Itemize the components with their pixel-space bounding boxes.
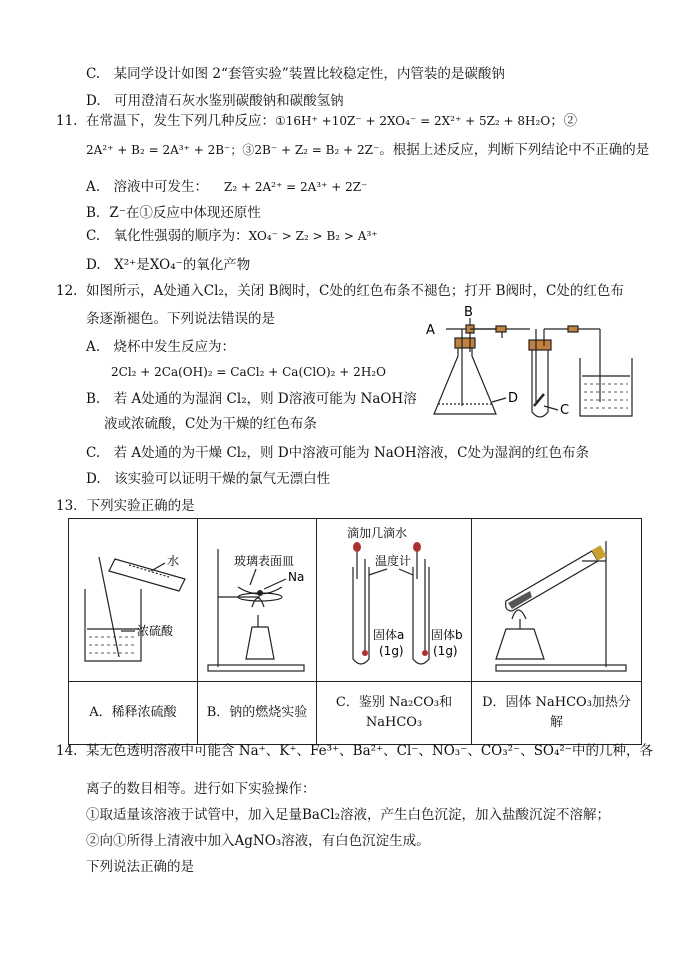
q11-reaction-1: ①16H⁺ +10Z⁻ + 2XO₄⁻ = 2X²⁺ + 5Z₂ + 8H₂O [275, 114, 551, 128]
q12-option-b-line2: 液或浓硫酸，C处为干燥的红色布条 [104, 416, 317, 432]
flask-stopper [455, 338, 475, 348]
q14-step-2: ②向①所得上清液中加入AgNO₃溶液，有白色沉淀生成。 [86, 833, 430, 849]
q12-number: 12. [56, 283, 78, 299]
thermo-bulb-a [362, 650, 368, 656]
label-c-leader [544, 406, 558, 410]
q12-option-d: D. 该实验可以证明干燥的氯气无漂白性 [86, 471, 331, 487]
q13-caption-d-line1: D．固体 NaHCO₃加热分 [482, 695, 631, 710]
q12-option-c: C. 若 A处通的为干燥 Cl₂，则 D中溶液可能为 NaOH溶液，C处为湿润的红色布条 [86, 445, 589, 461]
solid-b-mass: (1g) [433, 644, 458, 658]
alcohol-lamp [496, 629, 544, 659]
q12-apparatus-figure [420, 302, 640, 428]
label-c: C [560, 403, 570, 418]
q11-stem-question: 。根据上述反应，判断下列结论中不正确的是 [379, 142, 650, 158]
q13-figure-cell-c [317, 519, 472, 682]
beaker [580, 358, 632, 416]
thermo-leader-a [369, 569, 387, 575]
q13-caption-a: A．稀释浓硫酸 [69, 682, 198, 745]
cylinder-water [129, 565, 169, 577]
q14-number: 14. [56, 743, 78, 759]
q14-question: 下列说法正确的是 [86, 859, 194, 875]
q12-option-b-line1: B. 若 A处通的为湿润 Cl₂，则 D溶液可能为 NaOH溶 [86, 391, 417, 407]
q11-option-c-equation: XO₄⁻ > Z₂ > B₂ > A³⁺ [248, 229, 378, 243]
q13-caption-c-line2: NaHCO₃ [365, 715, 423, 730]
solid-a-mass: (1g) [379, 644, 404, 658]
dilute-acid-figure [69, 519, 197, 677]
q11-reaction-2: 2A²⁺ + B₂ = 2A³⁺ + 2B⁻ [86, 143, 231, 157]
q12-stem-line2: 条逐渐褪色。下列说法错误的是 [86, 311, 275, 327]
test-tube-stopper [529, 340, 551, 350]
thermo-bulb-b [422, 650, 428, 656]
heat-bicarbonate-figure [472, 519, 641, 677]
q13-caption-d-line2: 解 [549, 715, 563, 730]
q10-option-d: D. 可用澄清石灰水鉴别碳酸钠和碳酸氢钠 [86, 93, 344, 109]
q11-reaction-3: ；③2B⁻ + Z₂ = B₂ + 2Z⁻ [230, 143, 380, 157]
dish-label: 玻璃表面皿 [234, 554, 295, 568]
tube-stopper [592, 545, 607, 560]
na-leader [264, 579, 286, 589]
thermo-leader-b [399, 569, 413, 575]
q14-stem-line2: 离子的数目相等。进行如下实验操作： [86, 781, 316, 797]
na-label: Na [288, 570, 305, 584]
q11-number: 11. [56, 113, 78, 129]
label-d-leader [492, 398, 506, 402]
identify-carbonate-figure [317, 519, 471, 677]
q11-option-b: B．Z⁻在①反应中体现还原性 [86, 205, 261, 221]
alcohol-lamp [246, 627, 274, 659]
test-tube-a [353, 567, 369, 664]
q12-option-a-equation: 2Cl₂ + 2Ca(OH)₂ = CaCl₂ + Ca(ClO)₂ + 2H₂O [111, 365, 386, 379]
dropper-bulb-a [353, 542, 361, 552]
q13-caption-b: B．钠的燃烧实验 [198, 682, 317, 745]
q13-figure-cell-d [472, 519, 642, 682]
beaker-liquid [584, 384, 628, 408]
glass-rod [99, 557, 119, 657]
acid-label: 浓硫酸 [137, 624, 174, 638]
q11-option-a [86, 178, 367, 196]
rubber-joint-2 [568, 326, 578, 332]
solid-a-label: 固体a [373, 628, 405, 642]
q13-figure-cell-a [69, 519, 198, 682]
q12-stem-line1: 如图所示，A处通入Cl₂，关闭 B阀时，C处的红色布条不褪色；打开 B阀时，C处的红色布 [86, 283, 624, 299]
q12-option-a: A. 烧杯中发生反应为： [86, 339, 236, 355]
q11-stem [86, 112, 577, 130]
dropper-bulb-b [413, 542, 421, 552]
label-a: A [426, 323, 435, 338]
q10-option-c: C. 某同学设计如图 2“套管实验”装置比较稳定性，内管装的是碳酸钠 [86, 66, 505, 82]
q11-separator: ；② [550, 113, 578, 129]
q13-experiment-table [68, 518, 642, 745]
q14-step-1: ①取适量该溶液于试管中，加入足量BaCl₂溶液，产生白色沉淀，加入盐酸沉淀不溶解； [86, 807, 611, 823]
drip-label: 滴加几滴水 [347, 526, 408, 540]
test-tube-b [413, 567, 429, 664]
q11-option-a-label: A. 溶液中可发生： [86, 179, 209, 195]
beaker-liquid [89, 637, 137, 653]
rubber-joint-1 [496, 326, 506, 332]
q11-stem-line2 [86, 141, 649, 159]
conical-flask [434, 342, 496, 414]
q11-option-c-label: C. 氧化性强弱的顺序为： [86, 228, 249, 244]
q11-option-c [86, 227, 378, 245]
label-b: B [464, 305, 473, 320]
flame [512, 610, 526, 619]
label-d: D [508, 391, 519, 406]
q13-caption-d [472, 682, 642, 745]
iron-stand-base [208, 665, 304, 671]
water-label: 水 [167, 554, 180, 568]
q11-stem-text: 在常温下，发生下列几种反应： [86, 113, 275, 129]
q13-caption-c-line1: C．鉴别 Na₂CO₃和 [335, 695, 453, 710]
q13-caption-c [317, 682, 472, 745]
sodium-piece [257, 590, 263, 596]
sodium-burning-figure [198, 519, 316, 677]
thermometer-label: 温度计 [375, 554, 412, 568]
q11-option-a-equation: Z₂ + 2A²⁺ = 2A³⁺ + 2Z⁻ [224, 180, 368, 194]
q13-stem: 13．下列实验正确的是 [56, 498, 195, 514]
q14-stem-line1: 某无色透明溶液中可能含 Na⁺、K⁺、Fe³⁺、Ba²⁺、Cl⁻、NO₃⁻、CO₃²⁻、SO₄²⁻中的几种，各 [86, 743, 653, 759]
q13-figure-cell-b [198, 519, 317, 682]
flame [252, 598, 264, 607]
dish-leader [250, 569, 256, 585]
solid-b-label: 固体b [431, 628, 463, 642]
water-label-leader [151, 563, 165, 571]
q11-option-d: D. X²⁺是XO₄⁻的氧化产物 [86, 257, 251, 273]
